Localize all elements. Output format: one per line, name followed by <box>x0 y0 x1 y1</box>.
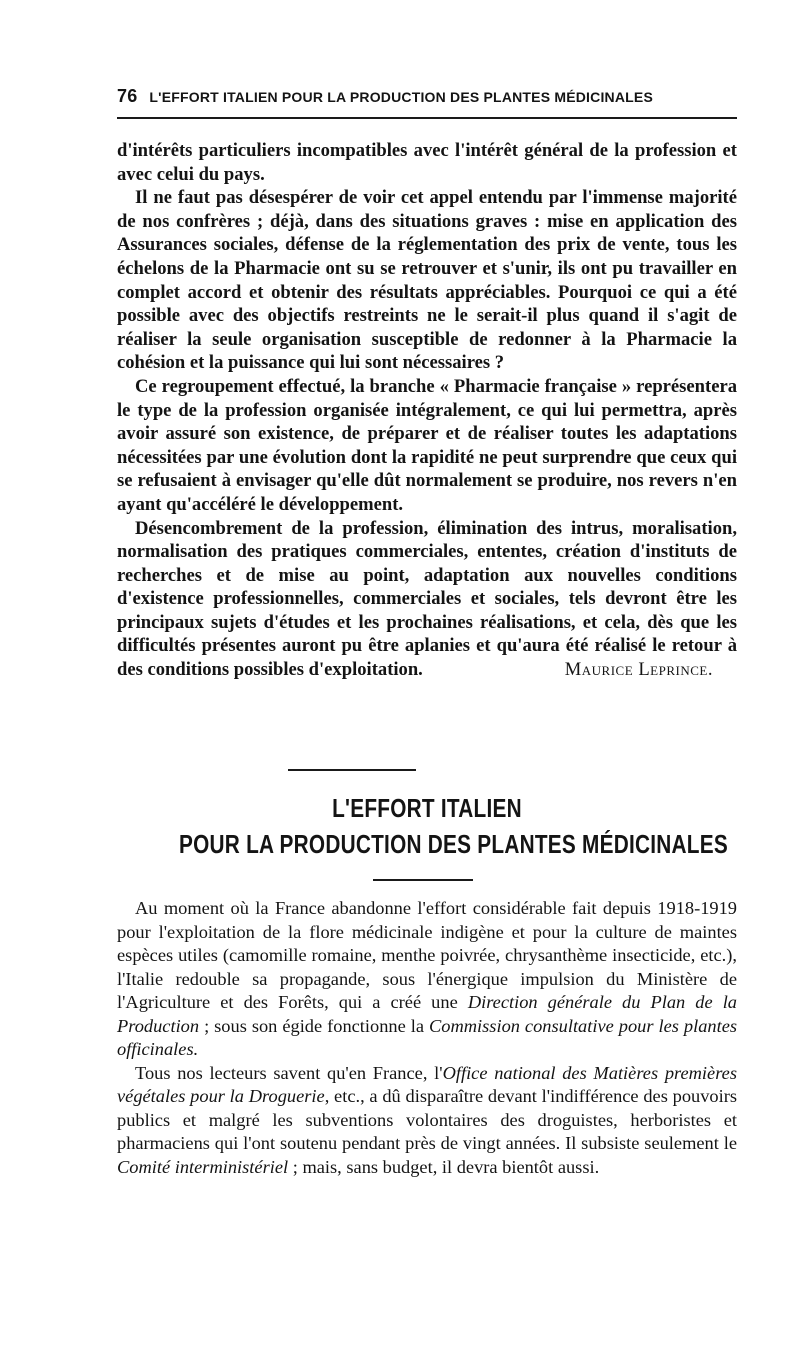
paragraph <box>117 1062 737 1180</box>
header-rule <box>117 117 737 119</box>
paragraph <box>117 517 737 682</box>
article-title-line-1: L'EFFORT ITALIEN <box>332 793 522 823</box>
paragraph: Il ne faut pas désespérer de voir cet appel entendu par l'immense majorité de nos confrères ; déjà, dans des situations graves : mise en application des Assurances sociales, défense de la réglementation des prix de vente, tous les échelons de la Pharmacie ont su se retrouver et s'unir, ils ont pu travailler en complet accord et obtenir des résultats appréciables. Pourquoi ce qui a été possible avec des objectifs restreints ne le serait-il plus quand il s'agit de réaliser la seule organisation susceptible de redonner à la Pharmacie la cohésion et la puissance qui lui sont nécessaires ? <box>117 187 737 374</box>
italic-run: Office national des Matières premières végétales pour la Droguerie <box>117 1062 738 1106</box>
paragraph: Ce regroupement effectué, la branche « Pharmacie française » représentera le type de la profession organisée intégralement, ce qui lui permettra, après avoir assuré son existence, de préparer et de réaliser toutes les adaptations nécessitées par une évolution dont la rapidité ne peut surprendre que ceux qui se refusaient à envisager qu'elle dût normalement se produire, nos revers n'en ayant qu'accéléré le développement. <box>117 375 737 515</box>
article-body <box>117 897 737 1179</box>
text-run: , etc., a dû disparaître devant l'indifférence des pouvoirs publics et malgré les subventions volontaires des droguistes, herboristes et pharmaciens qui l'ont soutenu pendant près de vingt années. Il subsiste seulement le <box>117 1086 737 1153</box>
paragraph-text: Désencombrement de la profession, élimination des intrus, moralisation, normalisation des pratiques commerciales, ententes, création d'instituts de recherches et de mise au point, adaptation aux nouvelles conditions d'existence professionnelles, commerciales et sociales, tels devront être les principaux sujets d'études et les prochaines réalisations, et cela, dès que les difficultés présentes auront pu être aplanies et qu'aura été réalisé le retour à des conditions possibles d'exploitation. <box>117 517 737 681</box>
previous-article-conclusion <box>117 139 737 682</box>
text-run: ; sous son égide fonctionne la <box>204 1015 425 1036</box>
section-separator-rule <box>288 769 416 771</box>
italic-run: Comité interministériel <box>117 1156 289 1177</box>
running-head <box>117 86 737 107</box>
paragraph: d'intérêts particuliers incompatibles avec l'intérêt général de la profession et avec celui du pays. <box>117 140 737 185</box>
running-title: L'EFFORT ITALIEN POUR LA PRODUCTION DES PLANTES MÉDICINALES <box>149 89 653 105</box>
italic-run: Direction générale du Plan de la Production <box>117 992 737 1036</box>
text-run: Au moment où la France abandonne l'effort considérable fait depuis 1918-1919 pour l'exploitation de la flore médicinale indigène et pour la culture de maintes espèces utiles (camomille romaine, menthe poivrée, chrysanthème insecticide, etc.), l'Italie redouble sa propagande, sous l'énergique impulsion du Ministère de l'Agriculture et des Forêts, qui a créé une <box>117 898 737 1012</box>
text-run: Tous nos lecteurs savent qu'en France, l' <box>135 1062 443 1083</box>
paragraph <box>117 897 737 1062</box>
text-run: ; mais, sans budget, il devra bientôt aussi. <box>292 1156 600 1177</box>
page-number: 76 <box>117 86 138 106</box>
article-title-line-2: POUR LA PRODUCTION DES PLANTES MÉDICINALES <box>179 829 728 859</box>
title-underline-rule <box>373 879 473 881</box>
author-signature: Maurice Leprince. <box>564 659 713 681</box>
italic-run: Commission consultative pour les plantes officinales. <box>117 1015 738 1059</box>
